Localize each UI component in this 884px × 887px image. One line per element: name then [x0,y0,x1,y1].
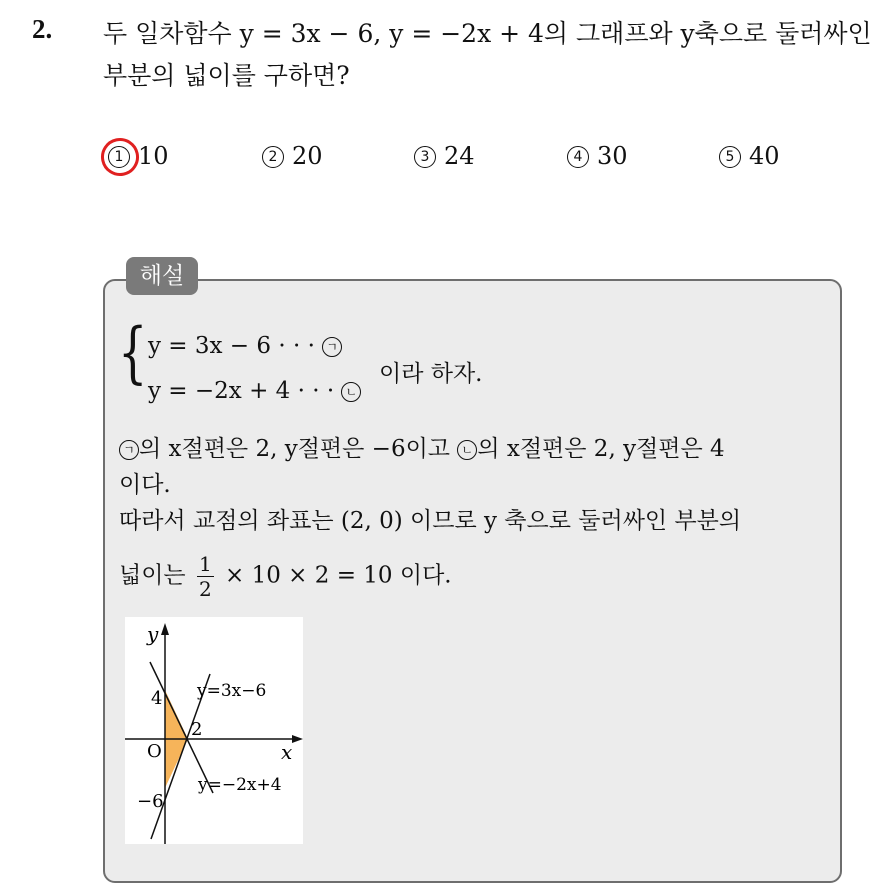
choice-2-marker: 2 [262,146,284,168]
solution-tag: 해설 [126,257,198,295]
solution-graph [125,617,303,844]
fraction-half [197,552,214,601]
y-axis-label: y [147,622,159,646]
choice-3-marker: 3 [414,146,436,168]
equation-2-mark: ㄴ [341,382,361,402]
system-brace: { [118,314,148,391]
equation-1 [148,333,342,359]
x-axis-label: x [281,740,293,764]
choice-1-marker: 1 [108,146,130,168]
choice-2[interactable] [262,142,323,170]
y-intercept-4-label: 4 [151,688,163,709]
choice-4-value: 30 [597,142,628,170]
y-axis-arrow [161,623,169,635]
choice-3[interactable] [414,142,475,170]
line6-post: × 10 × 2 = 10 이다. [225,562,452,589]
line3-text-b: 의 x절편은 2, y절편은 4 [477,436,725,462]
y-intercept-neg6-label: −6 [137,791,164,812]
solution-line6 [119,552,452,601]
choice-5-value: 40 [749,142,780,170]
choice-5[interactable] [719,142,780,170]
fraction-numerator: 1 [198,552,212,576]
solution-line5: 따라서 교점의 좌표는 (2, 0) 이므로 y 축으로 둘러싸인 부분의 [119,508,742,534]
line-neg2x-plus4-label: y=−2x+4 [198,775,282,795]
graph-svg [125,617,303,844]
choice-3-value: 24 [444,142,475,170]
question-text-line2: 부분의 넓이를 구하면? [103,61,350,90]
origin-label: O [147,741,162,762]
x-intercept-2-label: 2 [191,719,203,740]
line6-pre: 넓이는 [119,562,186,589]
solution-line3 [119,430,725,463]
choice-5-marker: 5 [719,146,741,168]
question-number: 2. [32,14,53,44]
x-axis-arrow [292,735,303,743]
choice-4[interactable] [567,142,628,170]
equation-suffix: 이라 하자. [379,361,483,387]
equation-1-text: y = 3x − 6 · · · [148,333,323,359]
line3-mark-b: ㄴ [457,440,477,460]
choice-1-value: 10 [138,142,169,170]
line-3x-minus6-label: y=3x−6 [197,681,267,701]
question-text-line1: 두 일차함수 y = 3x − 6, y = −2x + 4의 그래프와 y축으로 둘러싸인 [103,19,872,48]
equation-2-text: y = −2x + 4 · · · [148,378,342,404]
equation-2 [148,378,361,404]
fraction-denominator: 2 [198,577,212,601]
choice-4-marker: 4 [567,146,589,168]
equation-1-mark: ㄱ [322,337,342,357]
solution-line4: 이다. [119,472,171,498]
choice-2-value: 20 [292,142,323,170]
line3-text-a: 의 x절편은 2, y절편은 −6이고 [139,436,458,462]
line3-mark-a: ㄱ [119,440,139,460]
